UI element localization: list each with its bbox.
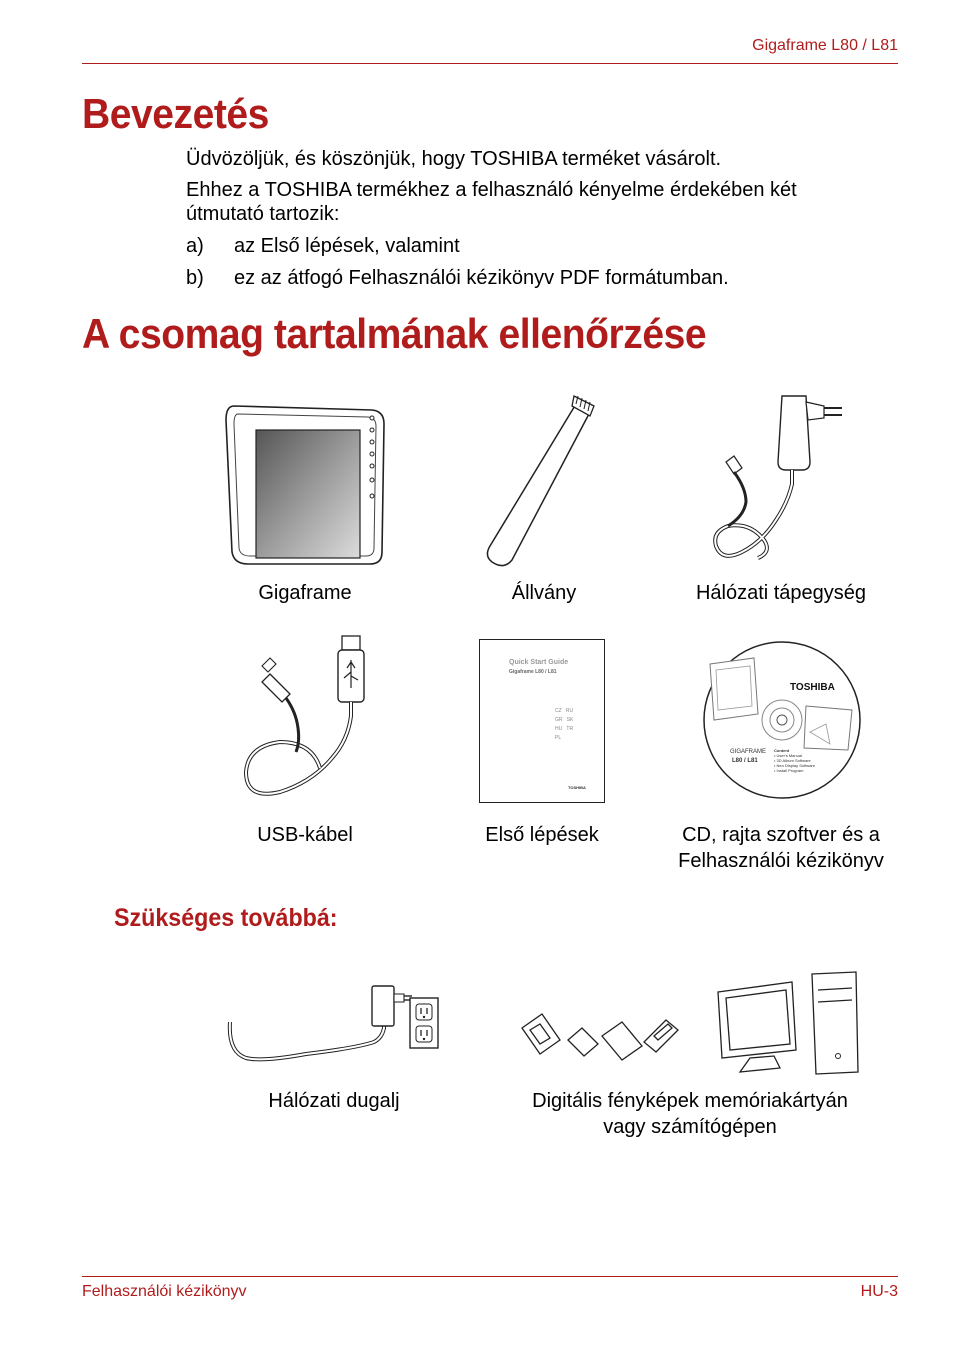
cd-model-line2: L80 / L81 bbox=[732, 758, 758, 764]
usb-cable-icon bbox=[240, 632, 376, 802]
caption-wall-outlet: Hálózati dugalj bbox=[268, 1090, 400, 1112]
cd-brand: TOSHIBA bbox=[790, 682, 835, 693]
caption-gigaframe: Gigaframe bbox=[258, 582, 352, 604]
memory-cards-computer-icon bbox=[518, 970, 864, 1076]
wall-outlet-icon bbox=[226, 980, 444, 1062]
power-adapter-icon bbox=[706, 392, 846, 568]
intro-paragraph-2: Ehhez a TOSHIBA termékhez a felhasználó kényelme érdekében két útmutató tartozik: bbox=[186, 179, 797, 225]
cd-disc-icon bbox=[702, 640, 862, 800]
footer-page-number: HU-3 bbox=[860, 1283, 898, 1300]
caption-memory-cards-line1: Digitális fényképek memóriakártyán bbox=[532, 1090, 848, 1112]
caption-stand: Állvány bbox=[511, 582, 577, 604]
caption-usb-cable: USB-kábel bbox=[257, 824, 353, 846]
caption-cd bbox=[656, 822, 906, 874]
cd-content-list: Content • User's Manual • 3D Album Software • Neo Display Software • Install Program bbox=[774, 748, 815, 773]
section-title-intro: Bevezetés bbox=[82, 90, 269, 137]
caption-power-adapter: Hálózati tápegység bbox=[695, 582, 867, 604]
booklet-title: Quick Start Guide bbox=[509, 659, 569, 666]
caption-quick-start: Első lépések bbox=[485, 824, 599, 846]
running-header: Gigaframe L80 / L81 bbox=[752, 37, 898, 54]
list-marker-b: b) bbox=[186, 267, 204, 289]
header-rule bbox=[82, 63, 898, 64]
intro-paragraph-1: Üdvözöljük, és köszönjük, hogy TOSHIBA terméket vásárolt. bbox=[186, 148, 722, 170]
booklet-brand: TOSHIBA bbox=[568, 785, 586, 790]
caption-memory-cards-line2: vagy számítógépen bbox=[603, 1116, 777, 1138]
photo-frame-icon bbox=[222, 404, 386, 568]
stand-rod-icon bbox=[482, 392, 606, 570]
caption-cd-line2: Felhasználói kézikönyv bbox=[678, 850, 884, 872]
subsection-title-also-needed: Szükséges továbbá: bbox=[114, 904, 338, 932]
list-marker-a: a) bbox=[186, 235, 204, 257]
footer-manual-name: Felhasználói kézikönyv bbox=[82, 1283, 247, 1300]
booklet-langs: CZ RU GR SK HU TR PL bbox=[555, 708, 574, 741]
list-item-a: az Első lépések, valamint bbox=[234, 235, 460, 257]
caption-memory-cards bbox=[500, 1088, 880, 1140]
list-item-b: ez az átfogó Felhasználói kézikönyv PDF formátumban. bbox=[234, 267, 729, 289]
cd-model-line1: GIGAFRAME bbox=[730, 749, 767, 755]
section-title-package: A csomag tartalmának ellenőrzése bbox=[82, 310, 707, 357]
caption-cd-line1: CD, rajta szoftver és a bbox=[682, 824, 880, 846]
footer-rule bbox=[82, 1276, 898, 1277]
booklet-subtitle: Gigaframe L80 / L81 bbox=[509, 669, 557, 675]
quick-start-booklet-icon bbox=[479, 639, 605, 803]
